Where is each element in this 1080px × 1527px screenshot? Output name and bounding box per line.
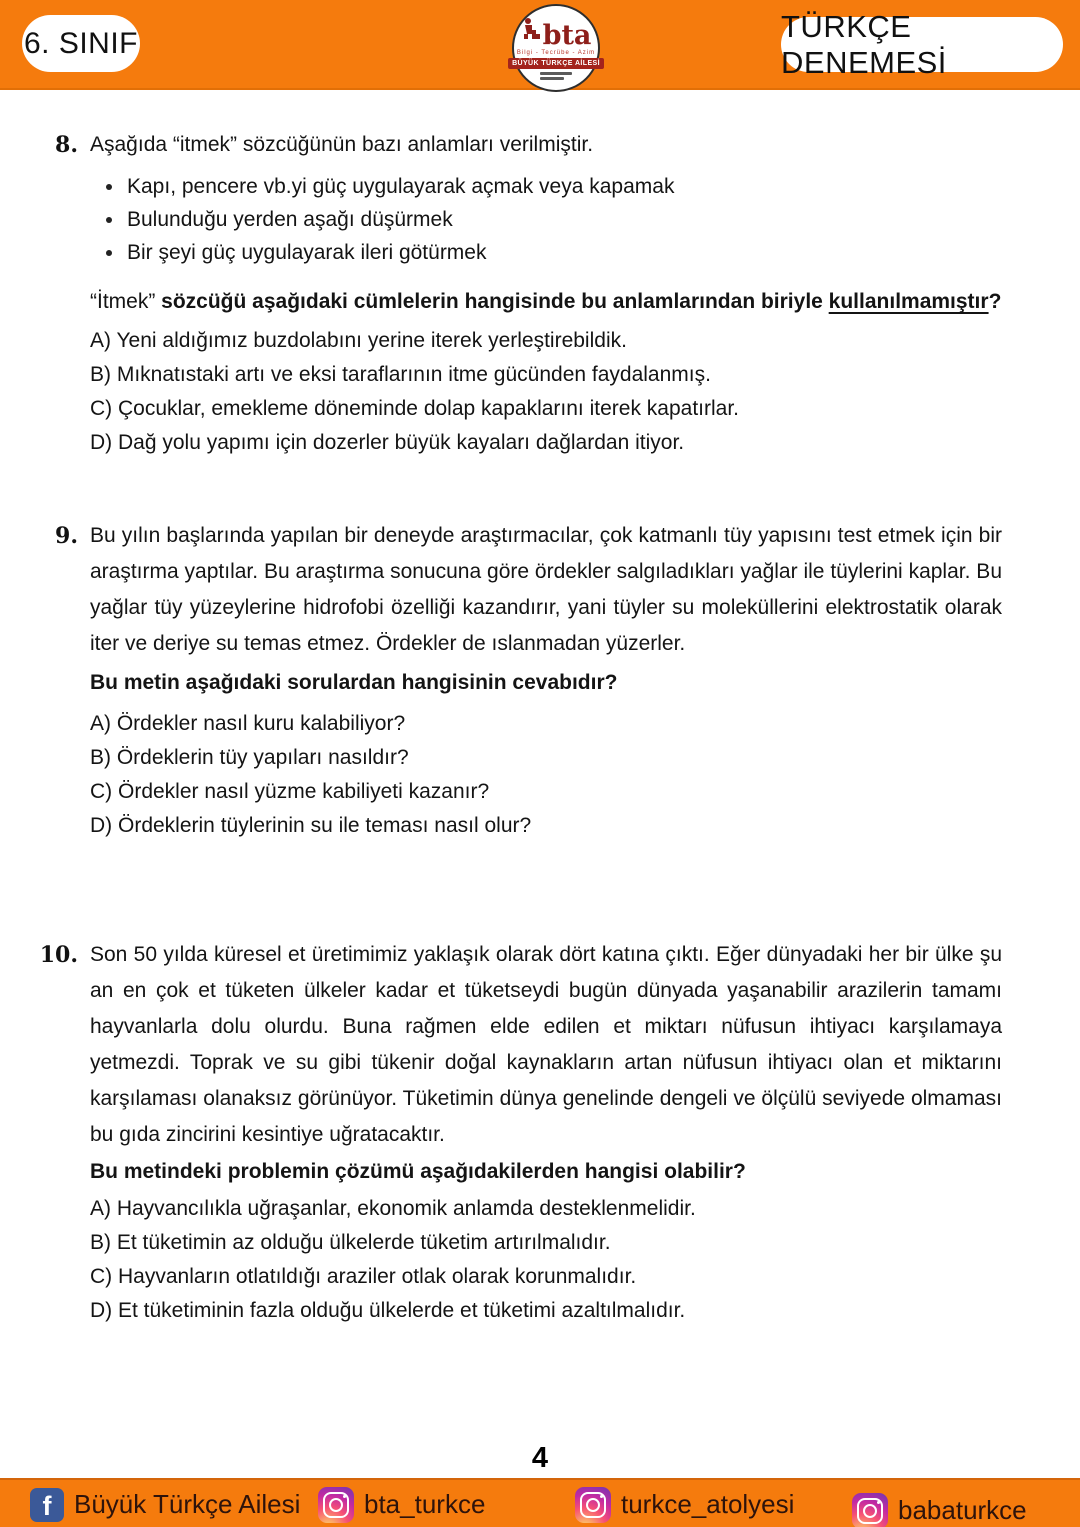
option-d: D) Et tüketiminin fazla olduğu ülkelerde et tüketimi azaltılmalıdır. <box>90 1299 686 1322</box>
exam-title-badge <box>781 8 1063 80</box>
stem-underlined-word: kullanılmamıştır <box>828 290 989 313</box>
list-item: Bulunduğu yerden aşağı düşürmek <box>90 203 1002 236</box>
question-stem: Bu metindeki problemin çözümü aşağıdakilerden hangisi olabilir? <box>90 1160 746 1183</box>
facebook-icon: f <box>30 1488 64 1522</box>
question-passage: Son 50 yılda küresel et üretimimiz yaklaşık olarak dört katına çıktı. Eğer dünyadaki her bir ülke şu an en çok et tüketen ülkeler kadar et tüketseydi bugün dünyada yaşanabilir arazilerin tamamı hayvanlarla dolu olurdu. Buna rağmen elde edilen et miktarı nüfusun ihtiyacı karşılamaya yetmezdi. Toprak ve su gibi tükenir doğal kaynakların artan nüfusun ihtiyacı olan et miktarını karşılaması olanaksız görünüyor. Tüketimin dünya genelinde dengeli ve ölçülü seviyede olmaması bu gıda zincirini kesintiye uğratacaktır. <box>90 943 1002 1146</box>
instagram-icon <box>575 1487 611 1523</box>
bta-logo <box>512 4 600 92</box>
social-item-facebook <box>30 1480 300 1527</box>
option-c: C) Çocuklar, emekleme döneminde dolap kapaklarını iterek kapatırlar. <box>90 397 739 420</box>
page-number: 4 <box>531 1442 549 1474</box>
stem-text: sözcüğü aşağıdaki cümlelerin hangisinde bu anlamlarından biriyle <box>155 290 829 313</box>
option-list <box>90 707 1002 843</box>
social-item-babaturkce <box>852 1486 1027 1527</box>
logo-wordmark: bta <box>542 20 592 51</box>
question-number: 10. <box>39 942 78 968</box>
logo-social-lines <box>540 72 572 80</box>
instagram-dot <box>343 1495 347 1499</box>
social-label: bta_turkce <box>364 1489 486 1519</box>
page-footer <box>0 1478 1080 1527</box>
question-area <box>0 90 1080 1328</box>
question-stem <box>90 283 1002 320</box>
question-number: 8. <box>55 132 78 158</box>
option-b: B) Mıknatıstaki artı ve eksi taraflarının itme gücünden faydalanmış. <box>90 363 711 386</box>
logo-row <box>521 17 592 51</box>
list-item: Kapı, pencere vb.yi güç uygulayarak açmak veya kapamak <box>90 170 1002 203</box>
stem-quoted-word: “İtmek” <box>90 290 156 313</box>
option-b: B) Ördeklerin tüy yapıları nasıldır? <box>90 746 409 769</box>
option-list <box>90 1192 1002 1328</box>
option-a: A) Ördekler nasıl kuru kalabiliyor? <box>90 712 406 735</box>
option-b: B) Et tüketimin az olduğu ülkelerde tüketim artırılmalıdır. <box>90 1231 611 1254</box>
question-8 <box>55 128 1002 460</box>
option-list <box>90 324 1002 460</box>
stem-question-mark: ? <box>988 290 1002 313</box>
instagram-dot <box>877 1501 881 1505</box>
question-passage: Bu yılın başlarında yapılan bir deneyde araştırmacılar, çok katmanlı tüy yapısını test etmek için bir araştırma yaptılar. Bu araştırma sonucuna göre ördekler salgıladıkları yağlar ile tüylerini kaplar. Bu yağlar tüy yüzeylerine hidrofobi özelliği kazandırır, yani tüyler su moleküllerini elektrostatik olarak iter ve deriye su temas etmez. Ördekler de ıslanmadan yüzerler. <box>90 524 1002 655</box>
logo-slogan: Bilgi - Tecrübe - Azim <box>516 50 596 56</box>
grade-label: 6. SINIF <box>23 26 139 60</box>
meaning-list <box>90 170 1002 269</box>
social-label: turkce_atolyesi <box>621 1489 795 1519</box>
option-a: A) Yeni aldığımız buzdolabını yerine iterek yerleştirebildik. <box>90 329 627 352</box>
list-item: Bir şeyi güç uygulayarak ileri götürmek <box>90 236 1002 269</box>
option-c: C) Ördekler nasıl yüzme kabiliyeti kazanır? <box>90 780 490 803</box>
question-10 <box>39 937 1002 1328</box>
option-c: C) Hayvanların otlatıldığı araziler otlak olarak korunmalıdır. <box>90 1265 637 1288</box>
social-item-bta-turkce <box>318 1480 485 1527</box>
question-9 <box>55 518 1002 843</box>
social-label: babaturkce <box>898 1495 1027 1525</box>
page-header <box>0 0 1080 90</box>
question-stem: Bu metin aşağıdaki sorulardan hangisinin cevabıdır? <box>90 671 618 694</box>
option-d: D) Ördeklerin tüylerinin su ile teması nasıl olur? <box>90 814 532 837</box>
grade-badge <box>22 15 140 72</box>
instagram-icon <box>852 1493 888 1527</box>
climbing-figure-icon <box>521 17 541 48</box>
instagram-dot <box>600 1495 604 1499</box>
question-number: 9. <box>55 523 78 549</box>
option-d: D) Dağ yolu yapımı için dozerler büyük kayaları dağlardan itiyor. <box>90 431 685 454</box>
logo-social-line <box>540 72 572 75</box>
logo-banner: BÜYÜK TÜRKÇE AİLESİ <box>508 58 604 69</box>
logo-social-line <box>540 77 564 80</box>
option-a: A) Hayvancılıkla uğraşanlar, ekonomik anlamda desteklenmelidir. <box>90 1197 696 1220</box>
instagram-icon <box>318 1487 354 1523</box>
exam-title-label: TÜRKÇE DENEMESİ <box>781 8 947 80</box>
social-label: Büyük Türkçe Ailesi <box>74 1489 301 1519</box>
question-intro: Aşağıda “itmek” sözcüğünün bazı anlamları verilmiştir. <box>90 133 594 156</box>
social-item-turkce-atolyesi <box>575 1480 794 1527</box>
